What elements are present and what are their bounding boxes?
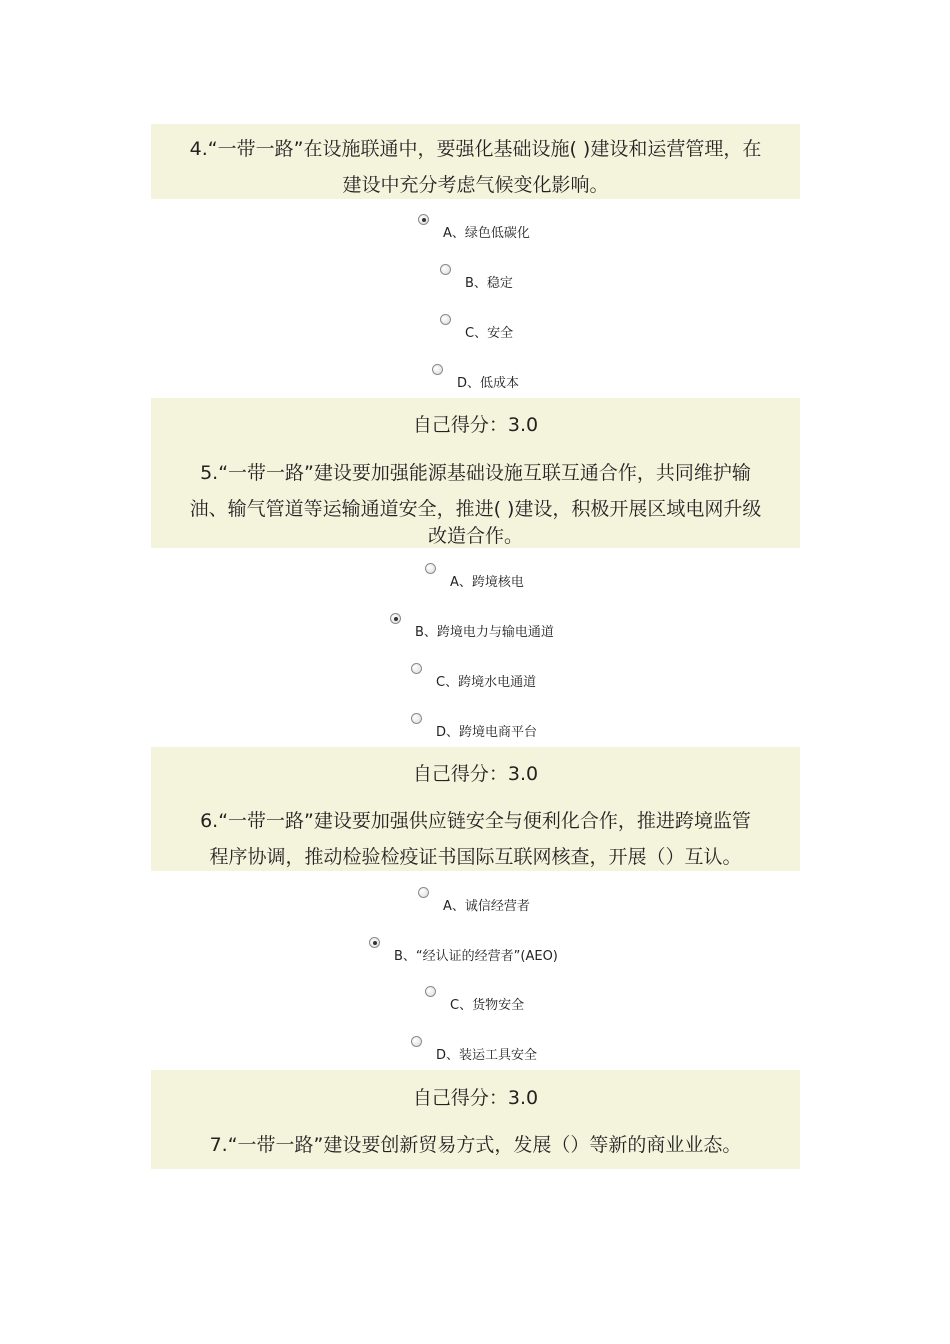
option-label: D、低成本 xyxy=(457,376,520,391)
score-q5: 自己得分：3.0 xyxy=(412,763,539,785)
option-label: C、跨境水电通道 xyxy=(436,675,537,690)
radio-icon[interactable] xyxy=(440,314,451,325)
radio-icon[interactable] xyxy=(411,663,422,674)
question-line: 油、输气管道等运输通道安全，推进( )建设，积极开展区域电网升级 xyxy=(189,498,762,520)
score-q6: 自己得分：3.0 xyxy=(412,1087,539,1109)
question-line: 4.“一带一路”在设施联通中，要强化基础设施( )建设和运营管理，在 xyxy=(189,138,762,160)
option-label: C、安全 xyxy=(465,326,514,341)
radio-icon[interactable] xyxy=(432,364,443,375)
option-label: D、跨境电商平台 xyxy=(436,725,538,740)
option-label: B、“经认证的经营者”(AEO) xyxy=(394,949,558,964)
option-label: C、货物安全 xyxy=(450,998,525,1013)
radio-icon[interactable] xyxy=(411,713,422,724)
question-line: 5.“一带一路”建设要加强能源基础设施互联互通合作，共同维护输 xyxy=(200,462,751,484)
option-label: B、稳定 xyxy=(465,276,513,291)
score-q4: 自己得分：3.0 xyxy=(412,414,539,436)
option-q5-d[interactable] xyxy=(411,721,537,740)
radio-icon[interactable] xyxy=(411,1036,422,1047)
option-label: B、跨境电力与输电通道 xyxy=(415,625,554,640)
radio-checked-icon[interactable] xyxy=(390,613,401,624)
radio-icon[interactable] xyxy=(440,264,451,275)
radio-checked-icon[interactable] xyxy=(418,214,429,225)
option-q5-b[interactable] xyxy=(390,621,554,640)
question-line: 7.“一带一路”建设要创新贸易方式，发展（）等新的商业业态。 xyxy=(209,1134,742,1156)
radio-checked-icon[interactable] xyxy=(369,937,380,948)
option-label: A、诚信经营者 xyxy=(443,899,530,914)
question-line: 建设中充分考虑气候变化影响。 xyxy=(342,174,609,196)
option-q6-b[interactable] xyxy=(369,945,558,964)
question-6-text xyxy=(151,803,800,875)
question-5-text xyxy=(151,455,800,545)
option-q4-d[interactable] xyxy=(432,372,519,391)
option-q4-a[interactable] xyxy=(418,222,530,241)
question-line: 改造合作。 xyxy=(427,525,523,547)
option-q5-c[interactable] xyxy=(411,671,536,690)
option-q5-a[interactable] xyxy=(425,571,524,590)
radio-icon[interactable] xyxy=(418,887,429,898)
option-q6-d[interactable] xyxy=(411,1044,537,1063)
option-label: A、跨境核电 xyxy=(450,575,524,590)
option-q4-c[interactable] xyxy=(440,322,513,341)
option-label: A、绿色低碳化 xyxy=(443,226,530,241)
option-q6-a[interactable] xyxy=(418,895,530,914)
question-4-text xyxy=(151,131,800,203)
option-q6-c[interactable] xyxy=(425,994,524,1013)
question-line: 6.“一带一路”建设要加强供应链安全与便利化合作，推进跨境监管 xyxy=(200,810,751,832)
option-q4-b[interactable] xyxy=(440,272,513,291)
radio-icon[interactable] xyxy=(425,986,436,997)
radio-icon[interactable] xyxy=(425,563,436,574)
question-7-text xyxy=(151,1127,800,1163)
question-line: 程序协调，推动检验检疫证书国际互联网核查，开展（）互认。 xyxy=(209,846,742,868)
option-label: D、装运工具安全 xyxy=(436,1048,538,1063)
